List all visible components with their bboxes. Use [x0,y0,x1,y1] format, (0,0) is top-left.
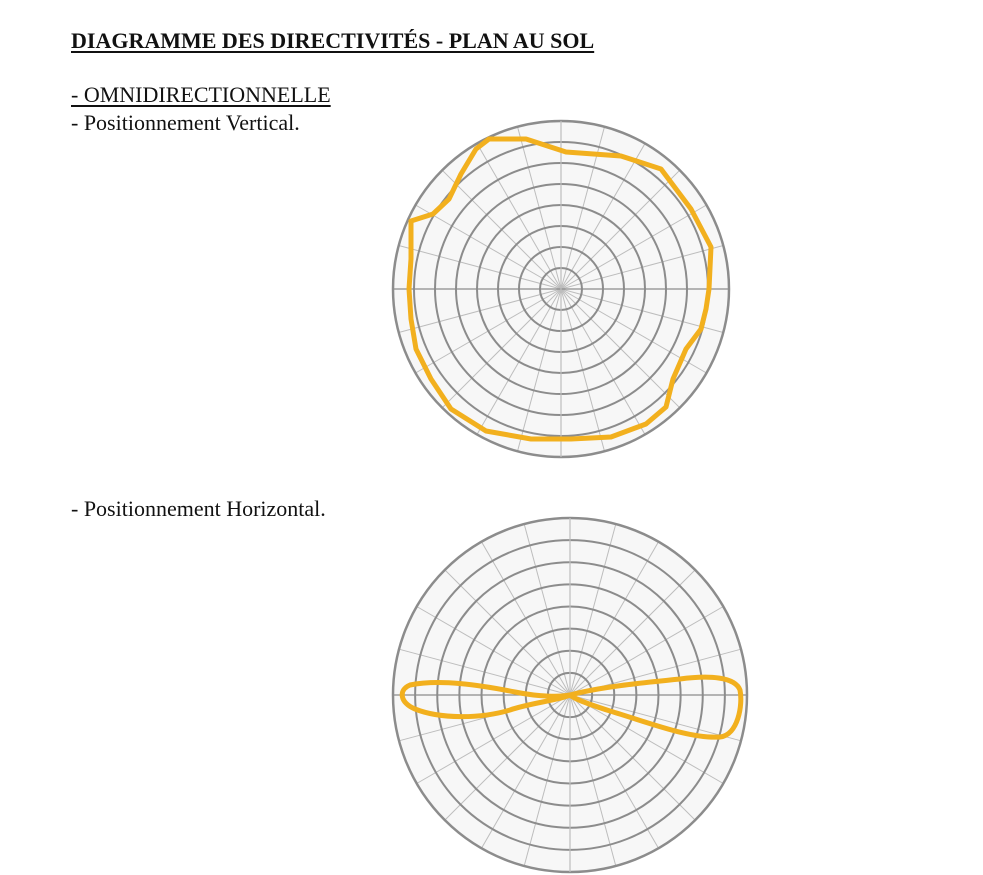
polar-grid-vertical [393,121,729,457]
document-title: DIAGRAMME DES DIRECTIVITÉS - PLAN AU SOL [71,28,595,53]
caption-horizontal-positioning: - Positionnement Horizontal. [71,496,326,521]
polar-diagram-horizontal [390,515,750,875]
polar-diagram-vertical [390,118,732,460]
caption-vertical-positioning: - Positionnement Vertical. [71,110,300,135]
section-heading-omnidirectional: - OMNIDIRECTIONNELLE [71,82,331,107]
